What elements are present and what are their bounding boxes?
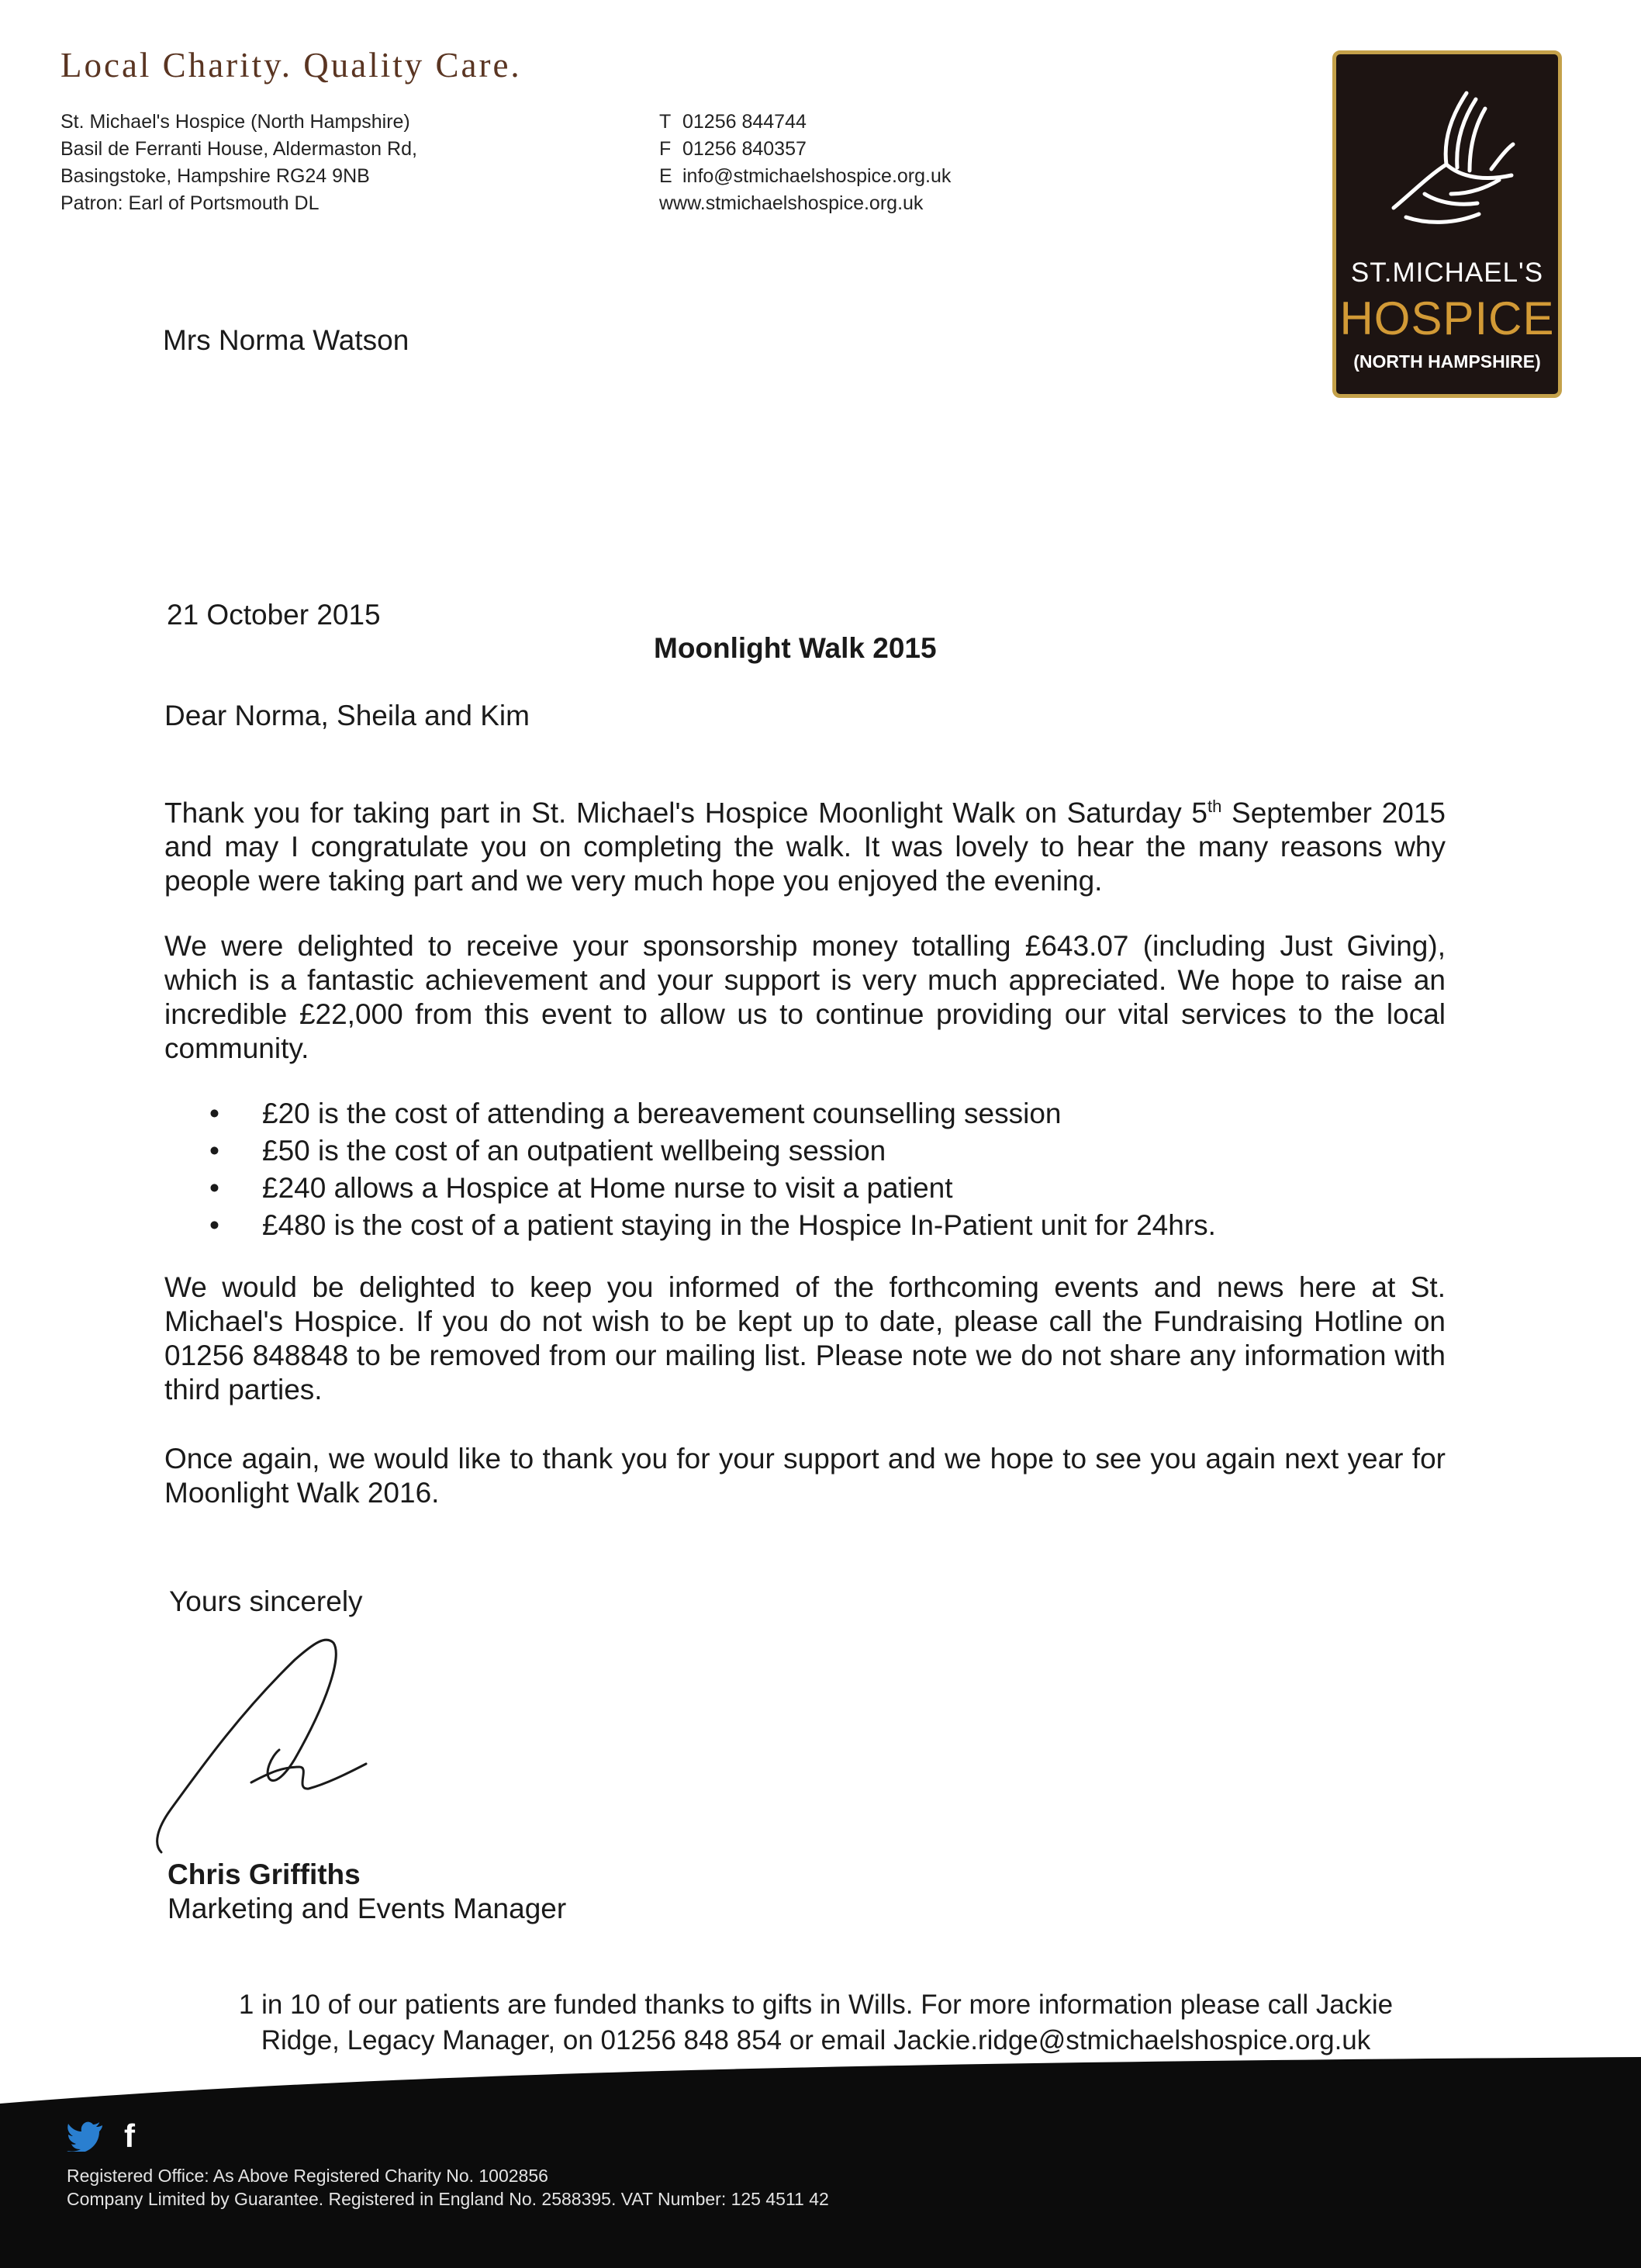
twitter-icon[interactable] — [67, 2121, 104, 2152]
paragraph-closing-thanks: Once again, we would like to thank you for your support and we hope to see you again next year for Moonlight Walk 2016. — [164, 1443, 1446, 1509]
paragraph-mailing-list: We would be delighted to keep you informed of the forthcoming events and news here at St. Michael's Hospice. If you do not wish to be kept up to date, please call the Fundraising Hotline on 01256 848848 to be removed from our mailing list. Please note we do not share any information with third parties. — [164, 1271, 1446, 1405]
address-line: Basil de Ferranti House, Aldermaston Rd, — [60, 138, 417, 160]
list-item: • £240 allows a Hospice at Home nurse to visit a patient — [209, 1172, 953, 1204]
social-links — [67, 2118, 135, 2155]
company-registration: Company Limited by Guarantee. Registered in England No. 2588395. VAT Number: 125 4511 42 — [67, 2189, 829, 2209]
logo-line-2: HOSPICE — [1339, 292, 1555, 344]
logo-line-1: ST.MICHAEL'S — [1350, 258, 1544, 288]
cost-bullet-list — [209, 1095, 1216, 1244]
address-line: Basingstoke, Hampshire RG24 9NB — [60, 165, 370, 187]
list-item: • £480 is the cost of a patient staying in the Hospice In-Patient unit for 24hrs. — [209, 1209, 1216, 1241]
organisation-address — [60, 109, 417, 217]
footer-band — [0, 2048, 1641, 2268]
recipient-name: Mrs Norma Watson — [163, 324, 409, 356]
logo-line-3: (NORTH HAMPSHIRE) — [1353, 351, 1541, 372]
signer-title: Marketing and Events Manager — [168, 1893, 567, 1924]
handwritten-signature — [147, 1620, 396, 1868]
legacy-notice: 1 in 10 of our patients are funded thanks to gifts in Wills. For more information please call Jackie Ridge, Legacy Manager, on 01256 848 854 or email Jackie.ridge@stmichaelshospice.org.uk — [238, 1990, 1394, 2055]
letter-date: 21 October 2015 — [167, 599, 381, 631]
paragraph-sponsorship: We were delighted to receive your sponsorship money totalling £643.07 (including Just Giving), which is a fantastic achievement and your support is very much appreciated. We hope to raise an incredible £22,000 from this event to allow us to continue providing our vital services to the local community. — [164, 930, 1446, 1064]
contact-phone: T 01256 844744 — [659, 111, 807, 133]
list-item: • £50 is the cost of an outpatient wellbeing session — [209, 1135, 886, 1167]
hospice-logo — [1332, 50, 1562, 398]
contact-website: www.stmichaelshospice.org.uk — [659, 192, 924, 214]
facebook-icon[interactable]: f — [124, 2118, 135, 2154]
contact-email: E info@stmichaelshospice.org.uk — [659, 165, 952, 187]
registration-details — [67, 2164, 829, 2211]
address-line: Patron: Earl of Portsmouth DL — [60, 192, 320, 214]
list-item: • £20 is the cost of attending a bereavement counselling session — [209, 1098, 1062, 1129]
salutation: Dear Norma, Sheila and Kim — [164, 700, 530, 731]
letter-subject: Moonlight Walk 2015 — [654, 632, 937, 664]
contact-details — [659, 109, 951, 217]
address-line: St. Michael's Hospice (North Hampshire) — [60, 111, 410, 133]
paragraph-thanks: Thank you for taking part in St. Michael's Hospice Moonlight Walk on Saturday 5th September 2015 and may I congratulate you on completing the walk. It was lovely to hear the many reasons why people were taking part and we very much hope you enjoyed the evening. — [164, 797, 1446, 897]
registered-office: Registered Office: As Above Registered Charity No. 1002856 — [67, 2166, 548, 2186]
letterhead-tagline: Local Charity. Quality Care. — [60, 46, 522, 85]
dove-icon — [1375, 78, 1527, 248]
closing-phrase: Yours sincerely — [169, 1585, 363, 1617]
contact-fax: F 01256 840357 — [659, 138, 807, 160]
signer-name: Chris Griffiths — [168, 1858, 361, 1890]
